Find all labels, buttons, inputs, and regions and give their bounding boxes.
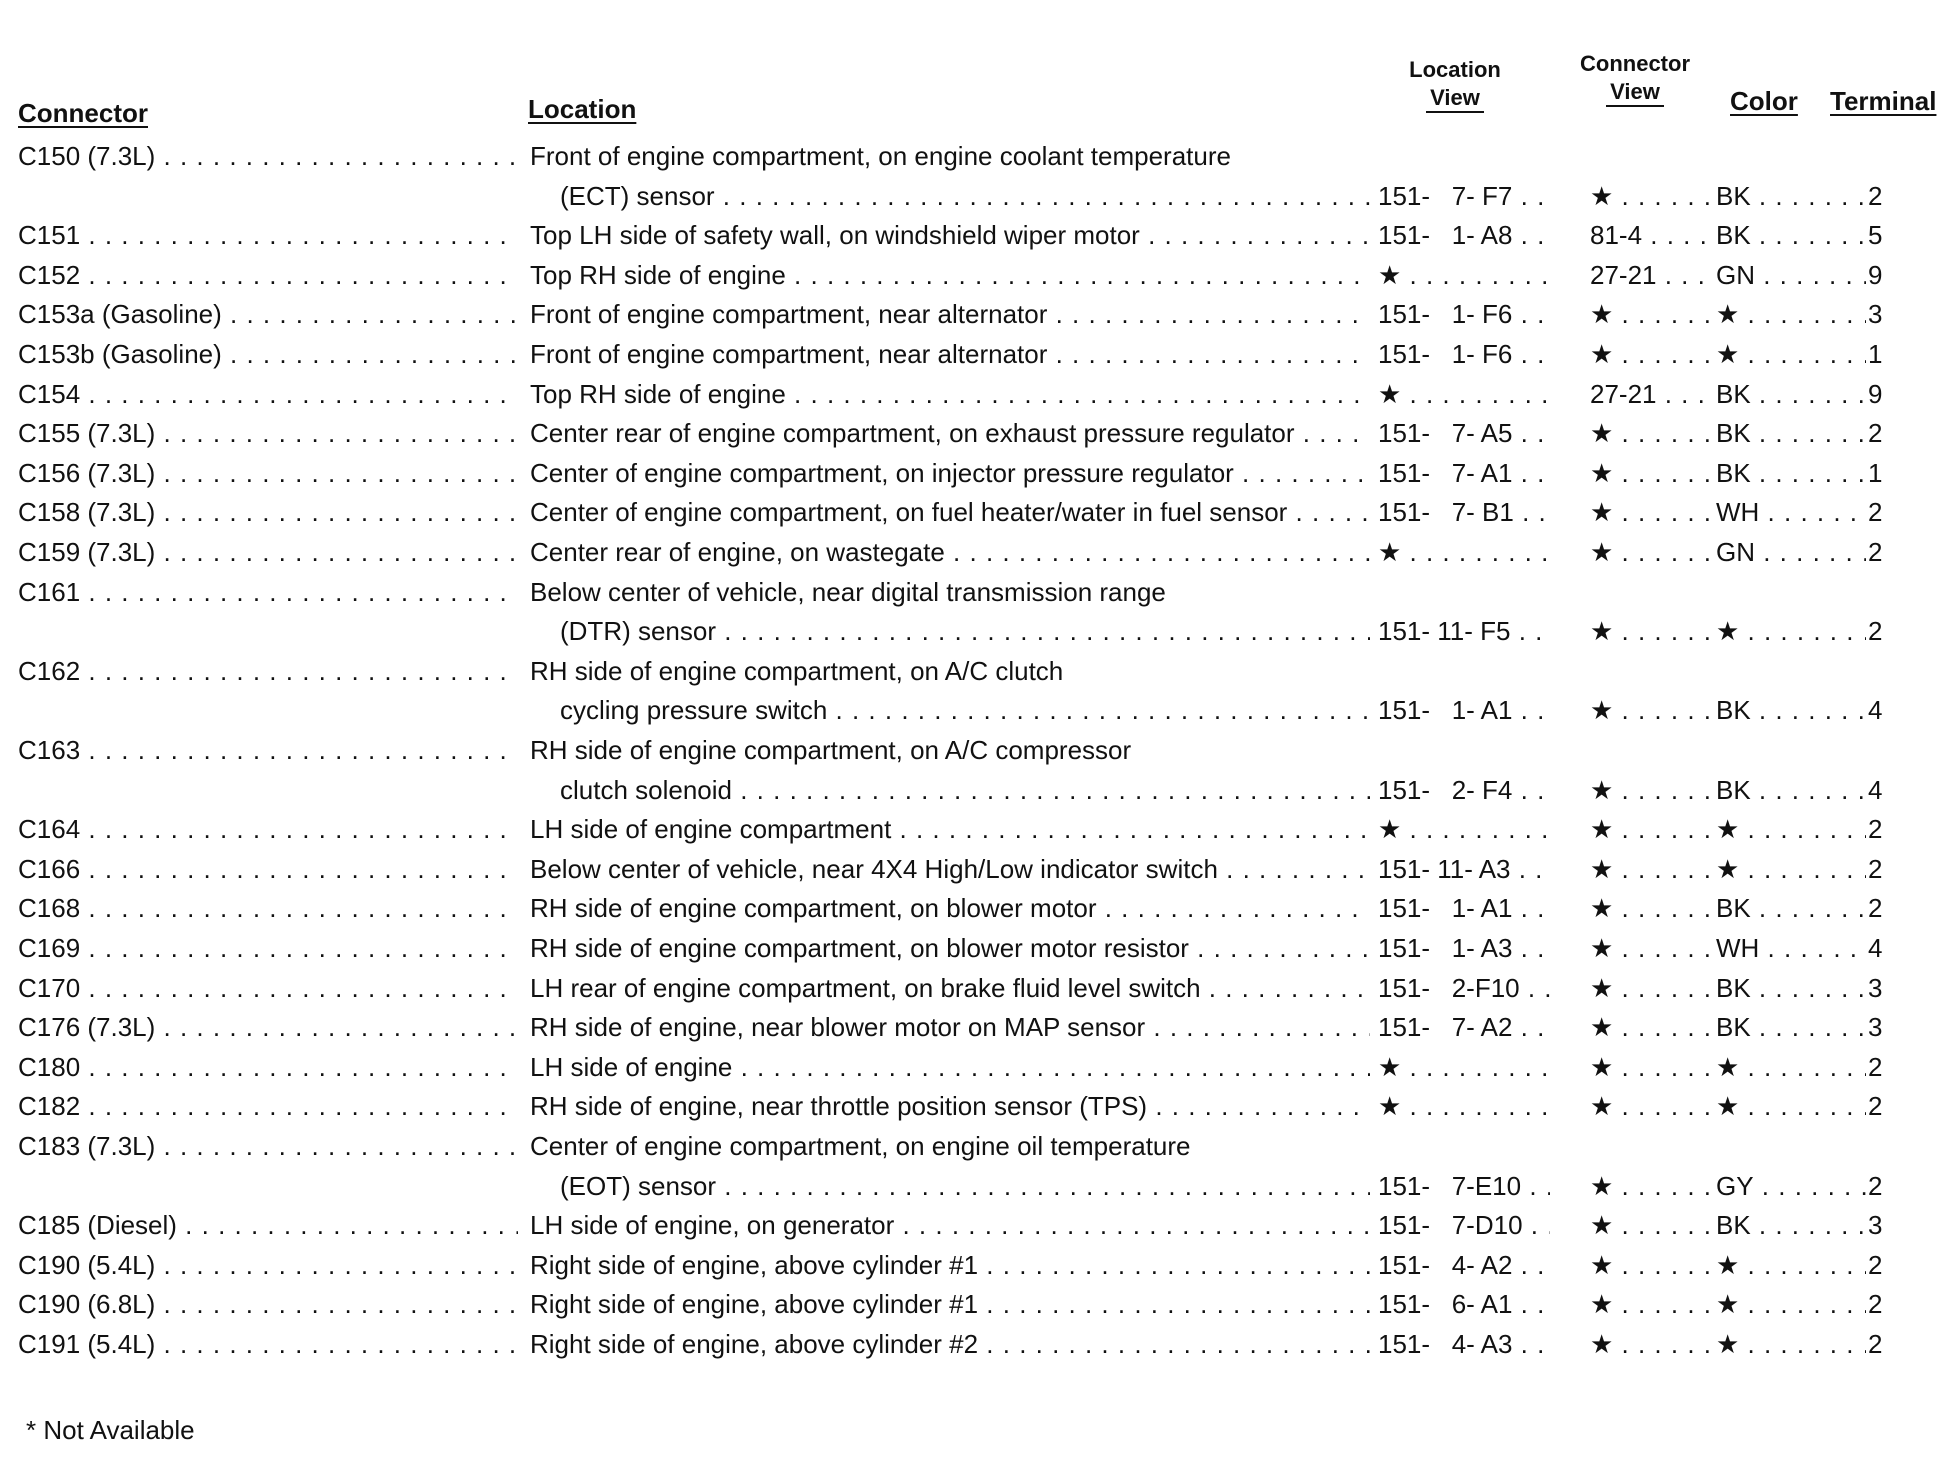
terminal-count: 4 <box>1868 774 1883 805</box>
connector-id: C158 (7.3L) . . . <box>18 492 518 532</box>
connector-view: ★ . . . <box>1590 1324 1714 1364</box>
location-view: 151- 4- A2 . . . <box>1378 1245 1550 1285</box>
terminal-count: 2 <box>1868 1329 1883 1359</box>
wire-color: ★ . . . <box>1716 294 1866 334</box>
terminal-count: 1 <box>1868 339 1883 369</box>
header-connector-view-line1: Connector <box>1580 51 1690 76</box>
connector-view: ★ . . . <box>1590 1284 1714 1324</box>
terminal-count: 2 <box>1868 814 1883 845</box>
row-line <box>0 1086 1952 1126</box>
wire-color: ★ . . . <box>1716 1047 1866 1087</box>
location-view: 151- 7-E10 . . . <box>1378 1166 1550 1206</box>
connector-id: C162 . . . <box>18 651 518 691</box>
location-view: 151- 11- A3 . . . <box>1378 849 1550 889</box>
terminal-count: 2 <box>1868 418 1883 449</box>
row-line <box>0 690 1952 730</box>
terminal-count: 3 <box>1868 1210 1883 1241</box>
terminal-count: 3 <box>1868 972 1883 1003</box>
location-text: Below center of vehicle, near 4X4 High/Low indicator switch . . . <box>530 849 1370 889</box>
connector-id: C153b (Gasoline) . . . <box>18 334 518 374</box>
wire-color: BK . . . <box>1716 453 1866 493</box>
connector-id: C150 (7.3L) . . . <box>18 136 518 176</box>
wire-color: GY . . . <box>1716 1166 1866 1206</box>
terminal-count: 2 <box>1868 616 1883 647</box>
row-line <box>0 1047 1952 1087</box>
row-line <box>0 1007 1952 1047</box>
location-view: 151- 2- F4 . . . <box>1378 770 1550 810</box>
location-view: 151- 7- A5 . . . <box>1378 413 1550 453</box>
wire-color: ★ . . . <box>1716 849 1866 889</box>
location-view: 151- 1- A8 . . . <box>1378 215 1550 255</box>
connector-view: ★ . . . <box>1590 1086 1714 1126</box>
connector-view: ★ . . . <box>1590 334 1714 374</box>
wire-color: ★ . . . <box>1716 611 1866 651</box>
wire-color: BK . . . <box>1716 374 1866 414</box>
connector-id: C163 . . . <box>18 730 518 770</box>
connector-id: C169 . . . <box>18 928 518 968</box>
connector-id: C180 . . . <box>18 1047 518 1087</box>
wire-color: BK . . . <box>1716 888 1866 928</box>
terminal-count: 2 <box>1868 537 1883 567</box>
terminal-count: 4 <box>1868 933 1883 963</box>
connector-view: ★ . . . <box>1590 1166 1714 1206</box>
header-location-view-line2: View <box>1426 85 1484 113</box>
location-text-continued: (DTR) sensor . . . <box>560 611 1370 651</box>
location-view: 151- 7- A1 . . . <box>1378 453 1550 493</box>
header-location-view <box>1380 56 1530 113</box>
connector-id: C168 . . . <box>18 888 518 928</box>
wire-color: WH . . . <box>1716 928 1866 968</box>
wire-color: ★ . . . <box>1716 1284 1866 1324</box>
location-text: LH side of engine . . . <box>530 1047 1370 1087</box>
location-view: ★ . . . <box>1378 532 1550 572</box>
connector-id: C190 (5.4L) . . . <box>18 1245 518 1285</box>
location-text: Right side of engine, above cylinder #1 . . . <box>530 1245 1370 1285</box>
location-text: Top RH side of engine . . . <box>530 255 1370 295</box>
wire-color: GN . . . <box>1716 255 1866 295</box>
terminal-count: 9 <box>1868 259 1883 290</box>
connector-view: ★ . . . <box>1590 453 1714 493</box>
location-view: 151- 6- A1 . . . <box>1378 1284 1550 1324</box>
row-line <box>0 1245 1952 1285</box>
terminal-count: 3 <box>1868 1012 1883 1043</box>
wire-color: BK . . . <box>1716 1205 1866 1245</box>
location-text: Center of engine compartment, on fuel heater/water in fuel sensor . . . <box>530 492 1370 532</box>
connector-view: ★ . . . <box>1590 928 1714 968</box>
terminal-count: 2 <box>1868 1091 1883 1122</box>
row-line <box>0 611 1952 651</box>
location-text-continued: (ECT) sensor . . . <box>560 176 1370 216</box>
connector-view: 27-21 . . . <box>1590 255 1714 295</box>
location-text: LH rear of engine compartment, on brake fluid level switch . . . <box>530 968 1370 1008</box>
row-line <box>0 492 1952 532</box>
connector-id: C161 . . . <box>18 572 518 612</box>
connector-id: C152 . . . <box>18 255 518 295</box>
connector-view: ★ . . . <box>1590 611 1714 651</box>
row-line <box>0 888 1952 928</box>
row-line <box>0 176 1952 216</box>
terminal-count: 2 <box>1868 1170 1883 1201</box>
wire-color: BK . . . <box>1716 413 1866 453</box>
location-view: ★ . . . <box>1378 1047 1550 1087</box>
connector-view: 81-4 . . . <box>1590 215 1714 255</box>
wire-color: ★ . . . <box>1716 1245 1866 1285</box>
row-line <box>0 730 1952 770</box>
location-text-continued: clutch solenoid . . . <box>560 770 1370 810</box>
row-line <box>0 1324 1952 1364</box>
connector-view: ★ . . . <box>1590 532 1714 572</box>
location-view: 151- 1- A3 . . . <box>1378 928 1550 968</box>
terminal-count: 2 <box>1868 1289 1883 1320</box>
header-location: Location <box>528 94 637 124</box>
location-text: RH side of engine, near blower motor on MAP sensor . . . <box>530 1007 1370 1047</box>
connector-id: C166 . . . <box>18 849 518 889</box>
location-view: ★ . . . <box>1378 255 1550 295</box>
wire-color: ★ . . . <box>1716 809 1866 849</box>
header-location-view-line1: Location <box>1409 57 1501 82</box>
wire-color: ★ . . . <box>1716 1324 1866 1364</box>
connector-view: ★ . . . <box>1590 1047 1714 1087</box>
connector-view: ★ . . . <box>1590 809 1714 849</box>
connector-id: C164 . . . <box>18 809 518 849</box>
row-line <box>0 334 1952 374</box>
location-text: RH side of engine compartment, on blower motor resistor . . . <box>530 928 1370 968</box>
row-line <box>0 809 1952 849</box>
location-text: Front of engine compartment, near alternator . . . <box>530 334 1370 374</box>
terminal-count: 1 <box>1868 457 1883 488</box>
wire-color: BK . . . <box>1716 968 1866 1008</box>
row-line <box>0 1205 1952 1245</box>
terminal-count: 2 <box>1868 853 1883 884</box>
connector-id: C151 . . . <box>18 215 518 255</box>
connector-view: ★ . . . <box>1590 888 1714 928</box>
row-line <box>0 215 1952 255</box>
connector-id: C154 . . . <box>18 374 518 414</box>
row-line <box>0 294 1952 334</box>
location-text: Top LH side of safety wall, on windshield wiper motor . . . <box>530 215 1370 255</box>
location-text: Center rear of engine, on wastegate . . . <box>530 532 1370 572</box>
header-color: Color <box>1730 86 1798 116</box>
location-view: 151- 1- F6 . . . <box>1378 334 1550 374</box>
terminal-count: 5 <box>1868 220 1883 251</box>
terminal-count: 2 <box>1868 497 1883 528</box>
location-text: Top RH side of engine . . . <box>530 374 1370 414</box>
header-connector-view <box>1560 50 1710 107</box>
row-line <box>0 532 1952 572</box>
location-text: LH side of engine compartment . . . <box>530 809 1370 849</box>
location-text-continued: (EOT) sensor . . . <box>560 1166 1370 1206</box>
row-line <box>0 651 1952 691</box>
location-view: ★ . . . <box>1378 1086 1550 1126</box>
location-view: 151- 7- A2 . . . <box>1378 1007 1550 1047</box>
connector-id: C190 (6.8L) . . . <box>18 1284 518 1324</box>
location-text: RH side of engine compartment, on blower motor . . . <box>530 888 1370 928</box>
connector-view: ★ . . . <box>1590 413 1714 453</box>
location-view: 151- 2-F10 . . . <box>1378 968 1550 1008</box>
connector-view: 27-21 . . . <box>1590 374 1714 414</box>
location-text-continued: cycling pressure switch . . . <box>560 690 1370 730</box>
location-text: Right side of engine, above cylinder #1 . . . <box>530 1284 1370 1324</box>
connector-id: C176 (7.3L) . . . <box>18 1007 518 1047</box>
row-line <box>0 928 1952 968</box>
location-text: Center of engine compartment, on engine oil temperature <box>530 1131 1191 1161</box>
connector-view: ★ . . . <box>1590 968 1714 1008</box>
row-line <box>0 1126 1952 1166</box>
location-view: 151- 1- A1 . . . <box>1378 888 1550 928</box>
terminal-count: 3 <box>1868 299 1883 330</box>
location-view: 151- 11- F5 . . . <box>1378 611 1550 651</box>
connector-view: ★ . . . <box>1590 492 1714 532</box>
terminal-count: 2 <box>1868 1249 1883 1280</box>
terminal-count: 2 <box>1868 180 1883 211</box>
header-connector: Connector <box>18 98 148 128</box>
footnote: * Not Available <box>26 1415 195 1445</box>
location-text: Center rear of engine compartment, on exhaust pressure regulator . . . <box>530 413 1370 453</box>
row-line <box>0 770 1952 810</box>
location-view: 151- 1- A1 . . . <box>1378 690 1550 730</box>
wire-color: BK . . . <box>1716 770 1866 810</box>
location-text: Front of engine compartment, near alternator . . . <box>530 294 1370 334</box>
row-line <box>0 1166 1952 1206</box>
connector-view: ★ . . . <box>1590 1205 1714 1245</box>
connector-id: C156 (7.3L) . . . <box>18 453 518 493</box>
connector-view: ★ . . . <box>1590 294 1714 334</box>
connector-id: C159 (7.3L) . . . <box>18 532 518 572</box>
connector-view: ★ . . . <box>1590 849 1714 889</box>
header-connector-view-line2: View <box>1606 79 1664 107</box>
location-text: RH side of engine compartment, on A/C compressor <box>530 735 1132 765</box>
connector-view: ★ . . . <box>1590 1007 1714 1047</box>
wire-color: WH . . . <box>1716 492 1866 532</box>
connector-id: C185 (Diesel) . . . <box>18 1205 518 1245</box>
location-view: 151- 4- A3 . . . <box>1378 1324 1550 1364</box>
row-line <box>0 572 1952 612</box>
row-line <box>0 413 1952 453</box>
location-view: 151- 1- F6 . . . <box>1378 294 1550 334</box>
row-line <box>0 849 1952 889</box>
wire-color: BK . . . <box>1716 215 1866 255</box>
connector-view: ★ . . . <box>1590 770 1714 810</box>
location-text: RH side of engine, near throttle position sensor (TPS) . . . <box>530 1086 1370 1126</box>
terminal-count: 9 <box>1868 378 1883 409</box>
connector-id: C183 (7.3L) . . . <box>18 1126 518 1166</box>
row-line <box>0 968 1952 1008</box>
connector-id: C153a (Gasoline) . . . <box>18 294 518 334</box>
location-view: 151- 7-D10 . . . <box>1378 1205 1550 1245</box>
connector-id: C170 . . . <box>18 968 518 1008</box>
location-text: Right side of engine, above cylinder #2 . . . <box>530 1324 1370 1364</box>
row-line <box>0 374 1952 414</box>
location-text: Center of engine compartment, on injector pressure regulator . . . <box>530 453 1370 493</box>
connector-view: ★ . . . <box>1590 690 1714 730</box>
location-view: 151- 7- B1 . . . <box>1378 492 1550 532</box>
header-terminal: Terminal <box>1830 86 1937 116</box>
connector-id: C191 (5.4L) . . . <box>18 1324 518 1364</box>
location-view: 151- 7- F7 . . . <box>1378 176 1550 216</box>
connector-id: C155 (7.3L) . . . <box>18 413 518 453</box>
wire-color: GN . . . <box>1716 532 1866 572</box>
connector-id: C182 . . . <box>18 1086 518 1126</box>
connector-view: ★ . . . <box>1590 1245 1714 1285</box>
row-line <box>0 255 1952 295</box>
location-text: LH side of engine, on generator . . . <box>530 1205 1370 1245</box>
location-text: Below center of vehicle, near digital transmission range <box>530 576 1166 607</box>
location-view: ★ . . . <box>1378 374 1550 414</box>
wire-color: BK . . . <box>1716 690 1866 730</box>
location-text: Front of engine compartment, on engine coolant temperature <box>530 141 1231 171</box>
row-line <box>0 136 1952 176</box>
wire-color: ★ . . . <box>1716 1086 1866 1126</box>
terminal-count: 4 <box>1868 695 1883 726</box>
location-view: ★ . . . <box>1378 809 1550 849</box>
wire-color: BK . . . <box>1716 1007 1866 1047</box>
terminal-count: 2 <box>1868 893 1883 924</box>
connector-view: ★ . . . <box>1590 176 1714 216</box>
terminal-count: 2 <box>1868 1051 1883 1082</box>
row-line <box>0 453 1952 493</box>
wire-color: ★ . . . <box>1716 334 1866 374</box>
location-text: RH side of engine compartment, on A/C clutch <box>530 655 1064 686</box>
wire-color: BK . . . <box>1716 176 1866 216</box>
row-line <box>0 1284 1952 1324</box>
